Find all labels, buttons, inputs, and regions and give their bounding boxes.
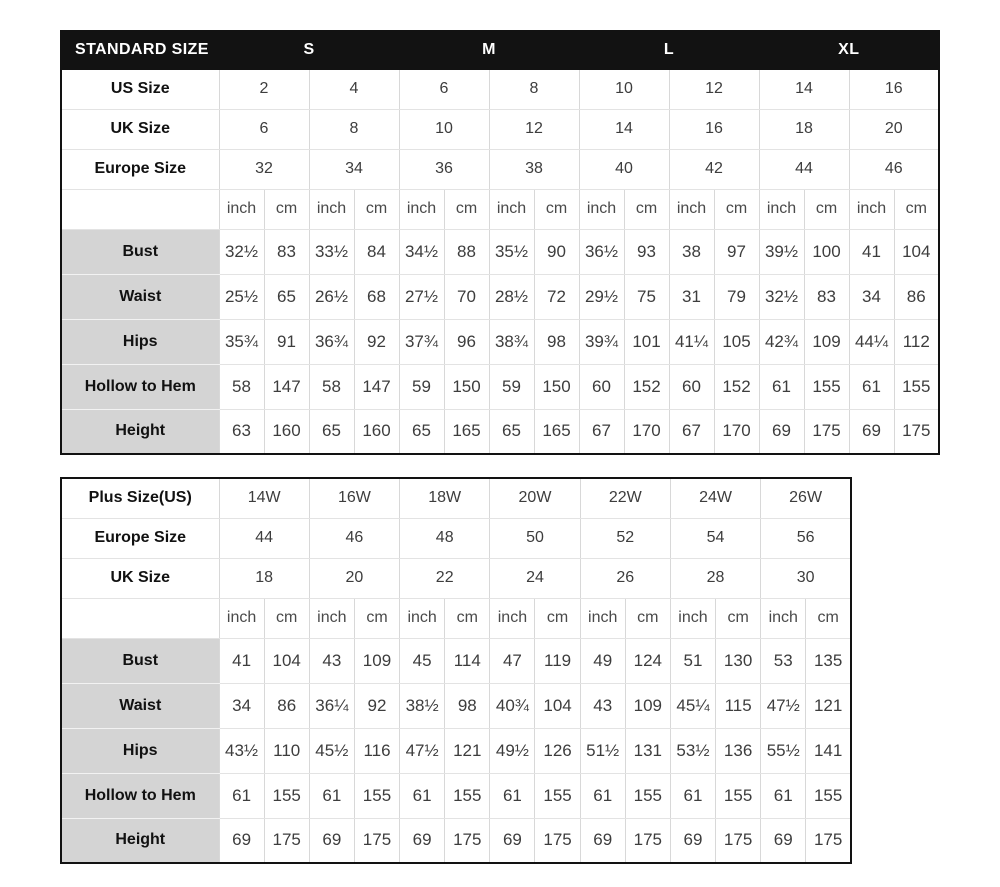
measure-value-cell: 69	[759, 409, 804, 454]
measure-value-cell: 121	[445, 728, 490, 773]
measure-value-cell: 61	[759, 364, 804, 409]
measure-value-cell: 26½	[309, 274, 354, 319]
measure-value-cell: 135	[806, 638, 851, 683]
measure-value-cell: 38¾	[489, 319, 534, 364]
unit-cell: inch	[399, 189, 444, 229]
row-label: Europe Size	[61, 149, 219, 189]
measure-value-cell: 165	[534, 409, 579, 454]
measure-value-cell: 155	[264, 773, 309, 818]
unit-cell: cm	[534, 189, 579, 229]
size-value-cell: 28	[670, 558, 760, 598]
table-row	[61, 31, 939, 69]
measure-value-cell: 160	[354, 409, 399, 454]
measure-value-cell: 32½	[219, 229, 264, 274]
size-group-header: L	[579, 31, 759, 69]
measure-value-cell: 147	[354, 364, 399, 409]
measure-value-cell: 35½	[489, 229, 534, 274]
unit-cell: inch	[670, 598, 715, 638]
measure-value-cell: 121	[806, 683, 851, 728]
unit-cell: inch	[761, 598, 806, 638]
size-value-cell: 42	[669, 149, 759, 189]
size-value-cell: 32	[219, 149, 309, 189]
unit-cell: cm	[894, 189, 939, 229]
measure-value-cell: 58	[219, 364, 264, 409]
table-row	[61, 274, 939, 319]
measure-value-cell: 175	[445, 818, 490, 863]
measure-value-cell: 35¾	[219, 319, 264, 364]
row-label: Bust	[61, 229, 219, 274]
measure-value-cell: 116	[354, 728, 399, 773]
measure-value-cell: 96	[444, 319, 489, 364]
measure-value-cell: 93	[624, 229, 669, 274]
table-row	[61, 69, 939, 109]
measure-value-cell: 109	[625, 683, 670, 728]
measure-value-cell: 38	[669, 229, 714, 274]
measure-value-cell: 33½	[309, 229, 354, 274]
table-row	[61, 149, 939, 189]
measure-value-cell: 175	[894, 409, 939, 454]
measure-value-cell: 67	[579, 409, 624, 454]
row-label: UK Size	[61, 109, 219, 149]
measure-value-cell: 104	[894, 229, 939, 274]
row-label: Height	[61, 409, 219, 454]
measure-value-cell: 86	[894, 274, 939, 319]
measure-value-cell: 97	[714, 229, 759, 274]
size-value-cell: 52	[580, 518, 670, 558]
measure-value-cell: 51	[670, 638, 715, 683]
measure-value-cell: 61	[580, 773, 625, 818]
measure-value-cell: 136	[716, 728, 761, 773]
measure-value-cell: 175	[264, 818, 309, 863]
measure-value-cell: 61	[400, 773, 445, 818]
table-row	[61, 773, 851, 818]
measure-value-cell: 170	[714, 409, 759, 454]
table-row	[61, 518, 851, 558]
measure-value-cell: 175	[806, 818, 851, 863]
measure-value-cell: 47½	[761, 683, 806, 728]
size-value-cell: 10	[579, 69, 669, 109]
measure-value-cell: 43	[580, 683, 625, 728]
measure-value-cell: 131	[625, 728, 670, 773]
unit-cell: cm	[445, 598, 490, 638]
measure-value-cell: 141	[806, 728, 851, 773]
size-value-cell: 24W	[670, 478, 760, 518]
measure-value-cell: 36¼	[309, 683, 354, 728]
size-group-header: M	[399, 31, 579, 69]
measure-value-cell: 155	[716, 773, 761, 818]
measure-value-cell: 25½	[219, 274, 264, 319]
measure-value-cell: 150	[444, 364, 489, 409]
size-value-cell: 6	[399, 69, 489, 109]
size-value-cell: 4	[309, 69, 399, 109]
measure-value-cell: 155	[804, 364, 849, 409]
unit-cell: cm	[354, 598, 399, 638]
size-value-cell: 18W	[400, 478, 490, 518]
size-value-cell: 20	[309, 558, 399, 598]
table-row	[61, 109, 939, 149]
unit-cell: cm	[264, 598, 309, 638]
measure-value-cell: 86	[264, 683, 309, 728]
measure-value-cell: 65	[399, 409, 444, 454]
row-label: Height	[61, 818, 219, 863]
measure-value-cell: 47	[490, 638, 535, 683]
measure-value-cell: 36½	[579, 229, 624, 274]
measure-value-cell: 155	[806, 773, 851, 818]
plus-size-table	[60, 477, 852, 864]
measure-value-cell: 65	[264, 274, 309, 319]
size-value-cell: 6	[219, 109, 309, 149]
measure-value-cell: 104	[264, 638, 309, 683]
row-label: UK Size	[61, 558, 219, 598]
measure-value-cell: 60	[669, 364, 714, 409]
size-value-cell: 56	[761, 518, 851, 558]
size-value-cell: 54	[670, 518, 760, 558]
size-value-cell: 14W	[219, 478, 309, 518]
table-row	[61, 229, 939, 274]
row-label: Hollow to Hem	[61, 364, 219, 409]
table-row	[61, 364, 939, 409]
table-row	[61, 598, 851, 638]
size-value-cell: 46	[849, 149, 939, 189]
size-value-cell: 16W	[309, 478, 399, 518]
table-row	[61, 683, 851, 728]
measure-value-cell: 155	[445, 773, 490, 818]
unit-cell: inch	[759, 189, 804, 229]
measure-value-cell: 45½	[309, 728, 354, 773]
unit-cell: inch	[579, 189, 624, 229]
measure-value-cell: 165	[444, 409, 489, 454]
measure-value-cell: 88	[444, 229, 489, 274]
unit-cell: cm	[714, 189, 759, 229]
unit-cell: cm	[264, 189, 309, 229]
measure-value-cell: 175	[625, 818, 670, 863]
measure-value-cell: 34	[219, 683, 264, 728]
measure-value-cell: 155	[894, 364, 939, 409]
measure-value-cell: 75	[624, 274, 669, 319]
measure-value-cell: 34½	[399, 229, 444, 274]
measure-value-cell: 175	[354, 818, 399, 863]
size-value-cell: 14	[759, 69, 849, 109]
unit-cell: cm	[625, 598, 670, 638]
measure-value-cell: 152	[624, 364, 669, 409]
measure-value-cell: 109	[804, 319, 849, 364]
measure-value-cell: 112	[894, 319, 939, 364]
measure-value-cell: 152	[714, 364, 759, 409]
measure-value-cell: 105	[714, 319, 759, 364]
measure-value-cell: 69	[761, 818, 806, 863]
measure-value-cell: 65	[309, 409, 354, 454]
standard-size-title: STANDARD SIZE	[61, 31, 219, 69]
measure-value-cell: 98	[445, 683, 490, 728]
measure-value-cell: 58	[309, 364, 354, 409]
unit-cell: inch	[219, 598, 264, 638]
size-value-cell: 16	[669, 109, 759, 149]
size-value-cell: 8	[309, 109, 399, 149]
size-value-cell: 36	[399, 149, 489, 189]
size-value-cell: 24	[490, 558, 580, 598]
measure-value-cell: 114	[445, 638, 490, 683]
row-label: Plus Size(US)	[61, 478, 219, 518]
measure-value-cell: 60	[579, 364, 624, 409]
measure-value-cell: 40¾	[490, 683, 535, 728]
measure-value-cell: 83	[804, 274, 849, 319]
size-group-header: XL	[759, 31, 939, 69]
measure-value-cell: 44¼	[849, 319, 894, 364]
size-value-cell: 20	[849, 109, 939, 149]
measure-value-cell: 34	[849, 274, 894, 319]
measure-value-cell: 175	[535, 818, 580, 863]
unit-cell: inch	[489, 189, 534, 229]
table-row	[61, 558, 851, 598]
measure-value-cell: 53	[761, 638, 806, 683]
row-label: Waist	[61, 274, 219, 319]
size-group-header: S	[219, 31, 399, 69]
empty-corner-cell	[61, 598, 219, 638]
measure-value-cell: 51½	[580, 728, 625, 773]
size-value-cell: 22W	[580, 478, 670, 518]
measure-value-cell: 49	[580, 638, 625, 683]
size-value-cell: 44	[219, 518, 309, 558]
measure-value-cell: 53½	[670, 728, 715, 773]
unit-cell: inch	[400, 598, 445, 638]
measure-value-cell: 90	[534, 229, 579, 274]
measure-value-cell: 69	[670, 818, 715, 863]
measure-value-cell: 61	[761, 773, 806, 818]
measure-value-cell: 119	[535, 638, 580, 683]
measure-value-cell: 175	[804, 409, 849, 454]
measure-value-cell: 31	[669, 274, 714, 319]
size-value-cell: 10	[399, 109, 489, 149]
measure-value-cell: 98	[534, 319, 579, 364]
measure-value-cell: 63	[219, 409, 264, 454]
unit-cell: inch	[490, 598, 535, 638]
size-value-cell: 18	[759, 109, 849, 149]
size-value-cell: 44	[759, 149, 849, 189]
unit-cell: cm	[716, 598, 761, 638]
size-value-cell: 8	[489, 69, 579, 109]
measure-value-cell: 41	[849, 229, 894, 274]
measure-value-cell: 124	[625, 638, 670, 683]
measure-value-cell: 101	[624, 319, 669, 364]
measure-value-cell: 59	[399, 364, 444, 409]
measure-value-cell: 47½	[400, 728, 445, 773]
table-row	[61, 409, 939, 454]
measure-value-cell: 61	[309, 773, 354, 818]
measure-value-cell: 79	[714, 274, 759, 319]
measure-value-cell: 59	[489, 364, 534, 409]
measure-value-cell: 55½	[761, 728, 806, 773]
measure-value-cell: 109	[354, 638, 399, 683]
unit-cell: inch	[309, 189, 354, 229]
measure-value-cell: 155	[535, 773, 580, 818]
size-value-cell: 26W	[761, 478, 851, 518]
measure-value-cell: 110	[264, 728, 309, 773]
table-row	[61, 478, 851, 518]
size-value-cell: 48	[400, 518, 490, 558]
row-label: Bust	[61, 638, 219, 683]
unit-cell: cm	[444, 189, 489, 229]
measure-value-cell: 45	[400, 638, 445, 683]
measure-value-cell: 68	[354, 274, 399, 319]
unit-cell: cm	[806, 598, 851, 638]
row-label: US Size	[61, 69, 219, 109]
measure-value-cell: 160	[264, 409, 309, 454]
measure-value-cell: 84	[354, 229, 399, 274]
measure-value-cell: 41	[219, 638, 264, 683]
measure-value-cell: 72	[534, 274, 579, 319]
measure-value-cell: 91	[264, 319, 309, 364]
measure-value-cell: 37¾	[399, 319, 444, 364]
row-label: Hips	[61, 319, 219, 364]
measure-value-cell: 155	[625, 773, 670, 818]
measure-value-cell: 104	[535, 683, 580, 728]
measure-value-cell: 155	[354, 773, 399, 818]
table-row	[61, 818, 851, 863]
size-value-cell: 50	[490, 518, 580, 558]
empty-corner-cell	[61, 189, 219, 229]
size-value-cell: 12	[669, 69, 759, 109]
measure-value-cell: 41¼	[669, 319, 714, 364]
measure-value-cell: 39¾	[579, 319, 624, 364]
measure-value-cell: 61	[849, 364, 894, 409]
measure-value-cell: 49½	[490, 728, 535, 773]
measure-value-cell: 69	[490, 818, 535, 863]
size-value-cell: 14	[579, 109, 669, 149]
table-row	[61, 319, 939, 364]
unit-cell: inch	[219, 189, 264, 229]
size-value-cell: 34	[309, 149, 399, 189]
measure-value-cell: 32½	[759, 274, 804, 319]
size-value-cell: 20W	[490, 478, 580, 518]
measure-value-cell: 69	[219, 818, 264, 863]
measure-value-cell: 83	[264, 229, 309, 274]
measure-value-cell: 69	[400, 818, 445, 863]
measure-value-cell: 61	[219, 773, 264, 818]
measure-value-cell: 92	[354, 683, 399, 728]
measure-value-cell: 42¾	[759, 319, 804, 364]
measure-value-cell: 65	[489, 409, 534, 454]
unit-cell: inch	[309, 598, 354, 638]
size-value-cell: 38	[489, 149, 579, 189]
measure-value-cell: 67	[669, 409, 714, 454]
row-label: Europe Size	[61, 518, 219, 558]
measure-value-cell: 100	[804, 229, 849, 274]
size-value-cell: 22	[400, 558, 490, 598]
measure-value-cell: 27½	[399, 274, 444, 319]
measure-value-cell: 61	[670, 773, 715, 818]
measure-value-cell: 36¾	[309, 319, 354, 364]
table-row	[61, 638, 851, 683]
unit-cell: cm	[624, 189, 669, 229]
measure-value-cell: 175	[716, 818, 761, 863]
measure-value-cell: 147	[264, 364, 309, 409]
measure-value-cell: 61	[490, 773, 535, 818]
size-value-cell: 16	[849, 69, 939, 109]
size-value-cell: 2	[219, 69, 309, 109]
measure-value-cell: 38½	[400, 683, 445, 728]
size-value-cell: 46	[309, 518, 399, 558]
size-value-cell: 18	[219, 558, 309, 598]
unit-cell: inch	[580, 598, 625, 638]
measure-value-cell: 39½	[759, 229, 804, 274]
unit-cell: inch	[669, 189, 714, 229]
size-value-cell: 12	[489, 109, 579, 149]
size-value-cell: 30	[761, 558, 851, 598]
measure-value-cell: 69	[580, 818, 625, 863]
size-value-cell: 26	[580, 558, 670, 598]
measure-value-cell: 126	[535, 728, 580, 773]
row-label: Hollow to Hem	[61, 773, 219, 818]
measure-value-cell: 150	[534, 364, 579, 409]
measure-value-cell: 170	[624, 409, 669, 454]
table-row	[61, 728, 851, 773]
unit-cell: inch	[849, 189, 894, 229]
measure-value-cell: 43½	[219, 728, 264, 773]
size-value-cell: 40	[579, 149, 669, 189]
measure-value-cell: 69	[849, 409, 894, 454]
measure-value-cell: 92	[354, 319, 399, 364]
unit-cell: cm	[354, 189, 399, 229]
measure-value-cell: 28½	[489, 274, 534, 319]
measure-value-cell: 70	[444, 274, 489, 319]
row-label: Hips	[61, 728, 219, 773]
standard-size-table	[60, 30, 940, 455]
table-row	[61, 189, 939, 229]
measure-value-cell: 43	[309, 638, 354, 683]
measure-value-cell: 115	[716, 683, 761, 728]
measure-value-cell: 45¼	[670, 683, 715, 728]
measure-value-cell: 69	[309, 818, 354, 863]
measure-value-cell: 130	[716, 638, 761, 683]
unit-cell: cm	[535, 598, 580, 638]
row-label: Waist	[61, 683, 219, 728]
unit-cell: cm	[804, 189, 849, 229]
measure-value-cell: 29½	[579, 274, 624, 319]
